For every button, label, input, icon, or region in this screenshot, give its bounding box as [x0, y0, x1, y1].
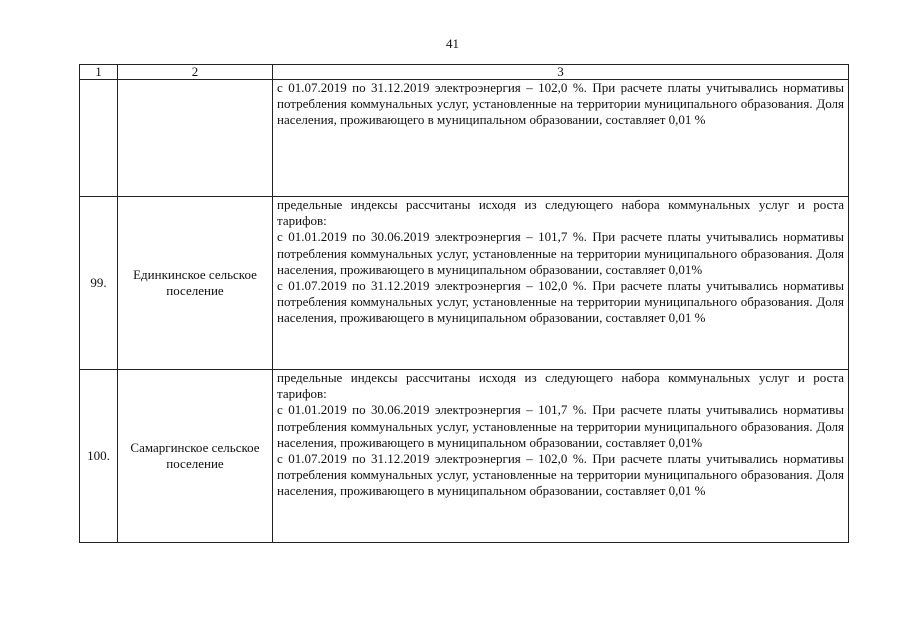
row-number [80, 80, 118, 197]
header-col-2: 2 [118, 65, 273, 80]
description-paragraph: предельные индексы рассчитаны исходя из следующего набора коммунальных услуг и роста тарифов: [277, 197, 844, 229]
header-col-3: 3 [273, 65, 849, 80]
description-paragraph: с 01.01.2019 по 30.06.2019 электроэнергия – 101,7 %. При расчете платы учитывались нормативы потребления коммунальных услуг, установленные на территории муниципального образования. Доля населения, проживающего в муниципальном образовании, составляет 0,01% [277, 402, 844, 450]
table-row [80, 197, 849, 370]
description-paragraph: с 01.07.2019 по 31.12.2019 электроэнергия – 102,0 %. При расчете платы учитывались нормативы потребления коммунальных услуг, установленные на территории муниципального образования. Доля населения, проживающего в муниципальном образовании, составляет 0,01 % [277, 451, 844, 499]
row-description [273, 370, 849, 543]
description-paragraph: предельные индексы рассчитаны исходя из следующего набора коммунальных услуг и роста тарифов: [277, 370, 844, 402]
description-paragraph: с 01.07.2019 по 31.12.2019 электроэнергия – 102,0 %. При расчете платы учитывались нормативы потребления коммунальных услуг, установленные на территории муниципального образования. Доля населения, проживающего в муниципальном образовании, составляет 0,01 % [277, 278, 844, 326]
row-description [273, 80, 849, 197]
tariff-table [79, 64, 849, 543]
page-number: 41 [446, 36, 459, 51]
row-description [273, 197, 849, 370]
header-row [80, 65, 849, 80]
row-name: Единкинское сельское поселение [118, 197, 273, 370]
description-paragraph: с 01.01.2019 по 30.06.2019 электроэнергия – 101,7 %. При расчете платы учитывались нормативы потребления коммунальных услуг, установленные на территории муниципального образования. Доля населения, проживающего в муниципальном образовании, составляет 0,01% [277, 229, 844, 277]
row-number: 100. [80, 370, 118, 543]
table-row-continuation [80, 80, 849, 197]
header-col-1: 1 [80, 65, 118, 80]
table-row [80, 370, 849, 543]
row-number: 99. [80, 197, 118, 370]
row-name [118, 80, 273, 197]
description-paragraph: с 01.07.2019 по 31.12.2019 электроэнергия – 102,0 %. При расчете платы учитывались нормативы потребления коммунальных услуг, установленные на территории муниципального образования. Доля населения, проживающего в муниципальном образовании, составляет 0,01 % [277, 80, 844, 128]
row-name: Самаргинское сельское поселение [118, 370, 273, 543]
